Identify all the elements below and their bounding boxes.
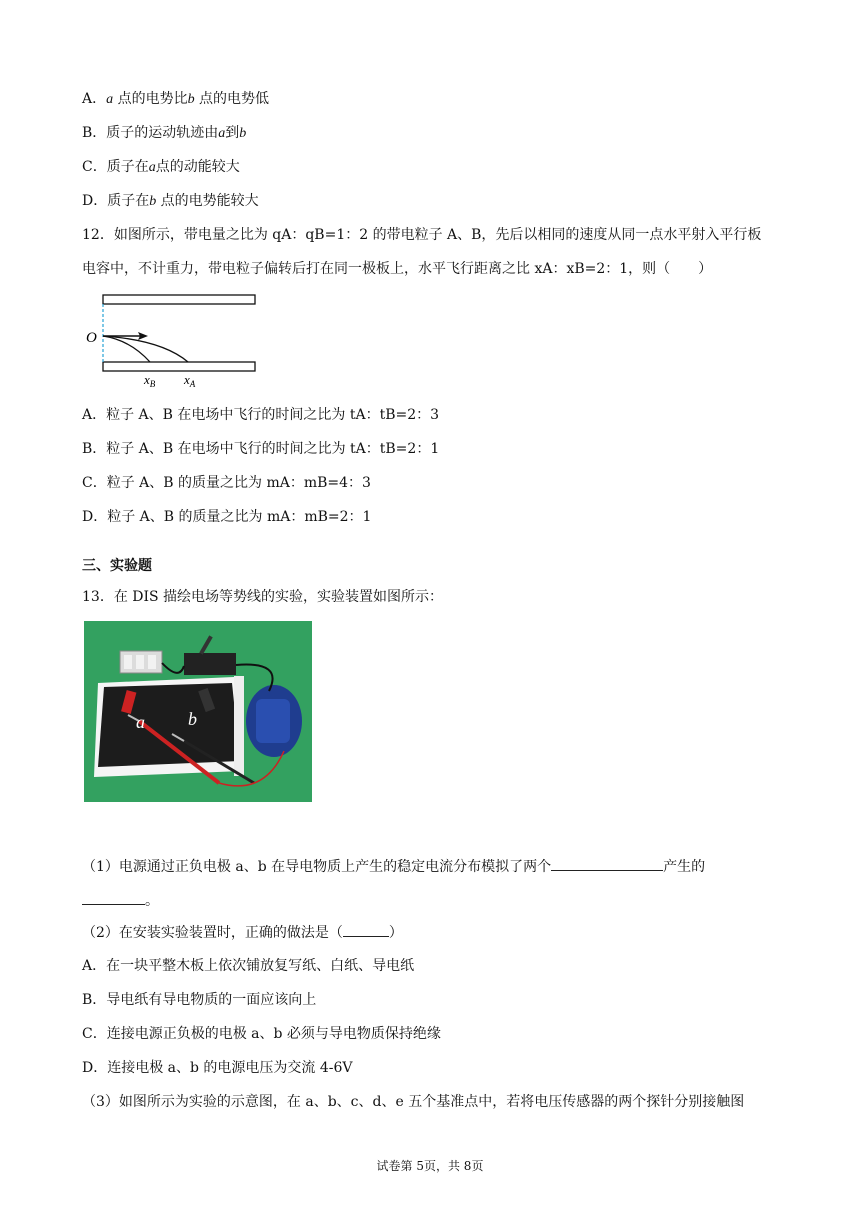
section-title: 三、实验题 <box>82 558 152 574</box>
q12-option-a: A．粒子 A、B 在电场中飞行的时间之比为 tA：tB=2：3 <box>82 407 440 423</box>
q13-stem: 13．在 DIS 描绘电场等势线的实验，实验装置如图所示： <box>82 589 444 605</box>
trajectory-b <box>103 336 150 362</box>
xb-label: $x_B$ <box>144 372 156 389</box>
xa-label: $x_A$ <box>184 372 196 389</box>
q11-option-d: D．质子在b 点的电势能较大 <box>82 193 259 209</box>
q13-option-c: C．连接电源正负极的电极 a、b 必须与导电物质保持绝缘 <box>82 1026 441 1042</box>
q12-stem-line1: 12．如图所示，带电量之比为 qA：qB=1：2 的带电粒子 A、B，先后以相同的速度从同一点水平射入平行板 <box>82 227 762 243</box>
q11-option-b: B．质子的运动轨迹由a到b <box>82 125 247 141</box>
origin-label: O <box>86 330 97 346</box>
capacitor-diagram <box>82 290 262 390</box>
q12-option-b: B．粒子 A、B 在电场中飞行的时间之比为 tA：tB=2：1 <box>82 441 440 457</box>
q13-part1-line1: （1）电源通过正负电极 a、b 在导电物质上产生的稳定电流分布模拟了两个 产生的 <box>82 856 705 877</box>
q12-stem-line2: 电容中，不计重力，带电粒子偏转后打在同一极板上，水平飞行距离之比 xA：xB=2：1，则（ ） <box>82 261 713 277</box>
q11-option-c: C．质子在a点的动能较大 <box>82 159 240 175</box>
photo-label-a: a <box>136 712 145 732</box>
answer-blank-1[interactable] <box>551 856 663 871</box>
q12-option-c: C．粒子 A、B 的质量之比为 mA：mB=4：3 <box>82 475 371 491</box>
q13-part3: （3）如图所示为实验的示意图，在 a、b、c、d、e 五个基准点中，若将电压传感器的两个探针分别接触图 <box>82 1094 745 1110</box>
upper-plate <box>103 295 255 304</box>
page-footer: 试卷第 5页，共 8页 <box>376 1159 484 1173</box>
q13-option-a: A．在一块平整木板上依次铺放复写纸、白纸、导电纸 <box>82 958 415 974</box>
photo-label-b: b <box>188 709 197 729</box>
experiment-photo <box>84 621 312 802</box>
lower-plate <box>103 362 255 371</box>
q13-part1-line2: 。 <box>82 890 159 911</box>
q13-part2: （2）在安装实验装置时，正确的做法是（ ） <box>82 922 403 943</box>
q13-option-d: D．连接电极 a、b 的电源电压为交流 4-6V <box>82 1060 353 1076</box>
answer-blank-2[interactable] <box>82 890 145 905</box>
answer-blank-3[interactable] <box>343 922 389 937</box>
q13-option-b: B．导电纸有导电物质的一面应该向上 <box>82 992 317 1008</box>
q11-option-a: A．a 点的电势比b 点的电势低 <box>82 91 270 107</box>
q12-option-d: D．粒子 A、B 的质量之比为 mA：mB=2：1 <box>82 509 372 525</box>
